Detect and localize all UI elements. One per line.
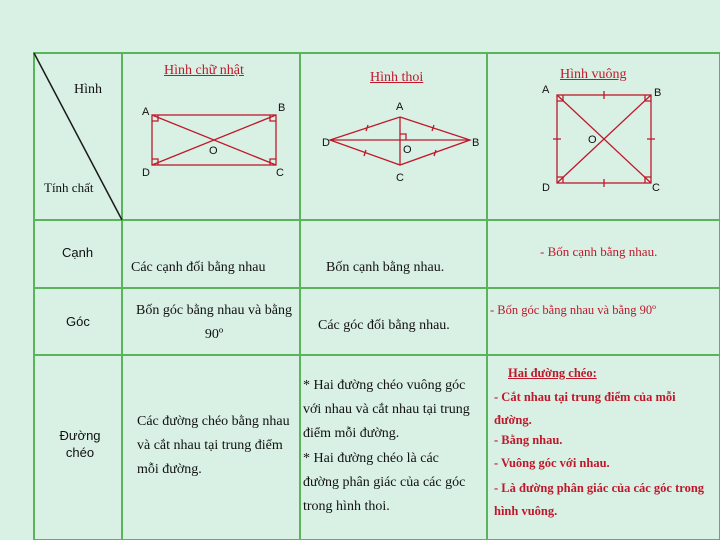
row-label-diagonals: Đường chéo — [59, 428, 101, 460]
row-label-angles: Góc — [66, 314, 90, 329]
rect-center-o: O — [209, 145, 218, 157]
square-diagonals-4: - Là đường phân giác của các góc trong hình vuông. — [494, 481, 705, 518]
square-vertex-c: C — [652, 182, 660, 194]
rect-sides: Các cạnh đối bằng nhau — [131, 260, 266, 275]
square-center-o: O — [588, 134, 597, 146]
rhombus-center-o: O — [403, 144, 412, 156]
row-label-sides: Cạnh — [62, 245, 94, 260]
square-vertex-b: B — [654, 87, 662, 99]
square-diagonals-1: - Cắt nhau tại trung điểm của mỗi đường. — [494, 390, 676, 427]
square-diagonals-2: - Bằng nhau. — [494, 433, 563, 447]
rhombus-vertex-d: D — [322, 137, 330, 149]
rect-vertex-d: D — [142, 167, 150, 179]
rhombus-vertex-c: C — [396, 172, 404, 184]
rect-vertex-b: B — [278, 102, 286, 114]
rect-angles: Bốn góc bằng nhau và bằng 90º — [136, 303, 292, 342]
rect-diagonals: Các đường chéo bằng nhau và cắt nhau tại trung điểm mỗi đường. — [137, 414, 290, 477]
square-sides: - Bốn cạnh bằng nhau. — [540, 244, 658, 259]
square-diagonals-3: - Vuông góc với nhau. — [494, 456, 610, 470]
rhombus-figure — [330, 117, 470, 165]
square-diagonals-title: Hai đường chéo: — [508, 366, 597, 380]
rhombus-sides: Bốn cạnh bằng nhau. — [326, 260, 445, 275]
header-square: Hình vuông — [560, 67, 627, 82]
rhombus-vertex-a: A — [396, 101, 404, 113]
square-vertex-d: D — [542, 182, 550, 194]
rhombus-angles: Các góc đối bằng nhau. — [318, 318, 450, 333]
square-figure — [553, 91, 655, 187]
rect-vertex-a: A — [142, 106, 150, 118]
rect-vertex-c: C — [276, 167, 284, 179]
rhombus-diagonals-1: * Hai đường chéo vuông góc với nhau và cắt nhau tại trung điểm mỗi đường. — [303, 378, 470, 441]
square-vertex-a: A — [542, 84, 550, 96]
corner-label-property: Tính chất — [44, 180, 94, 195]
header-rectangle: Hình chữ nhật — [164, 63, 244, 78]
rectangle-figure — [152, 115, 276, 165]
rhombus-diagonals-2: * Hai đường chéo là các đường phân giác của các góc trong hình thoi. — [303, 451, 466, 514]
corner-label-figure: Hình — [74, 82, 102, 97]
header-rhombus: Hình thoi — [370, 70, 424, 85]
rhombus-vertex-b: B — [472, 137, 480, 149]
square-angles: - Bốn góc bằng nhau và bằng 90º — [490, 303, 656, 317]
